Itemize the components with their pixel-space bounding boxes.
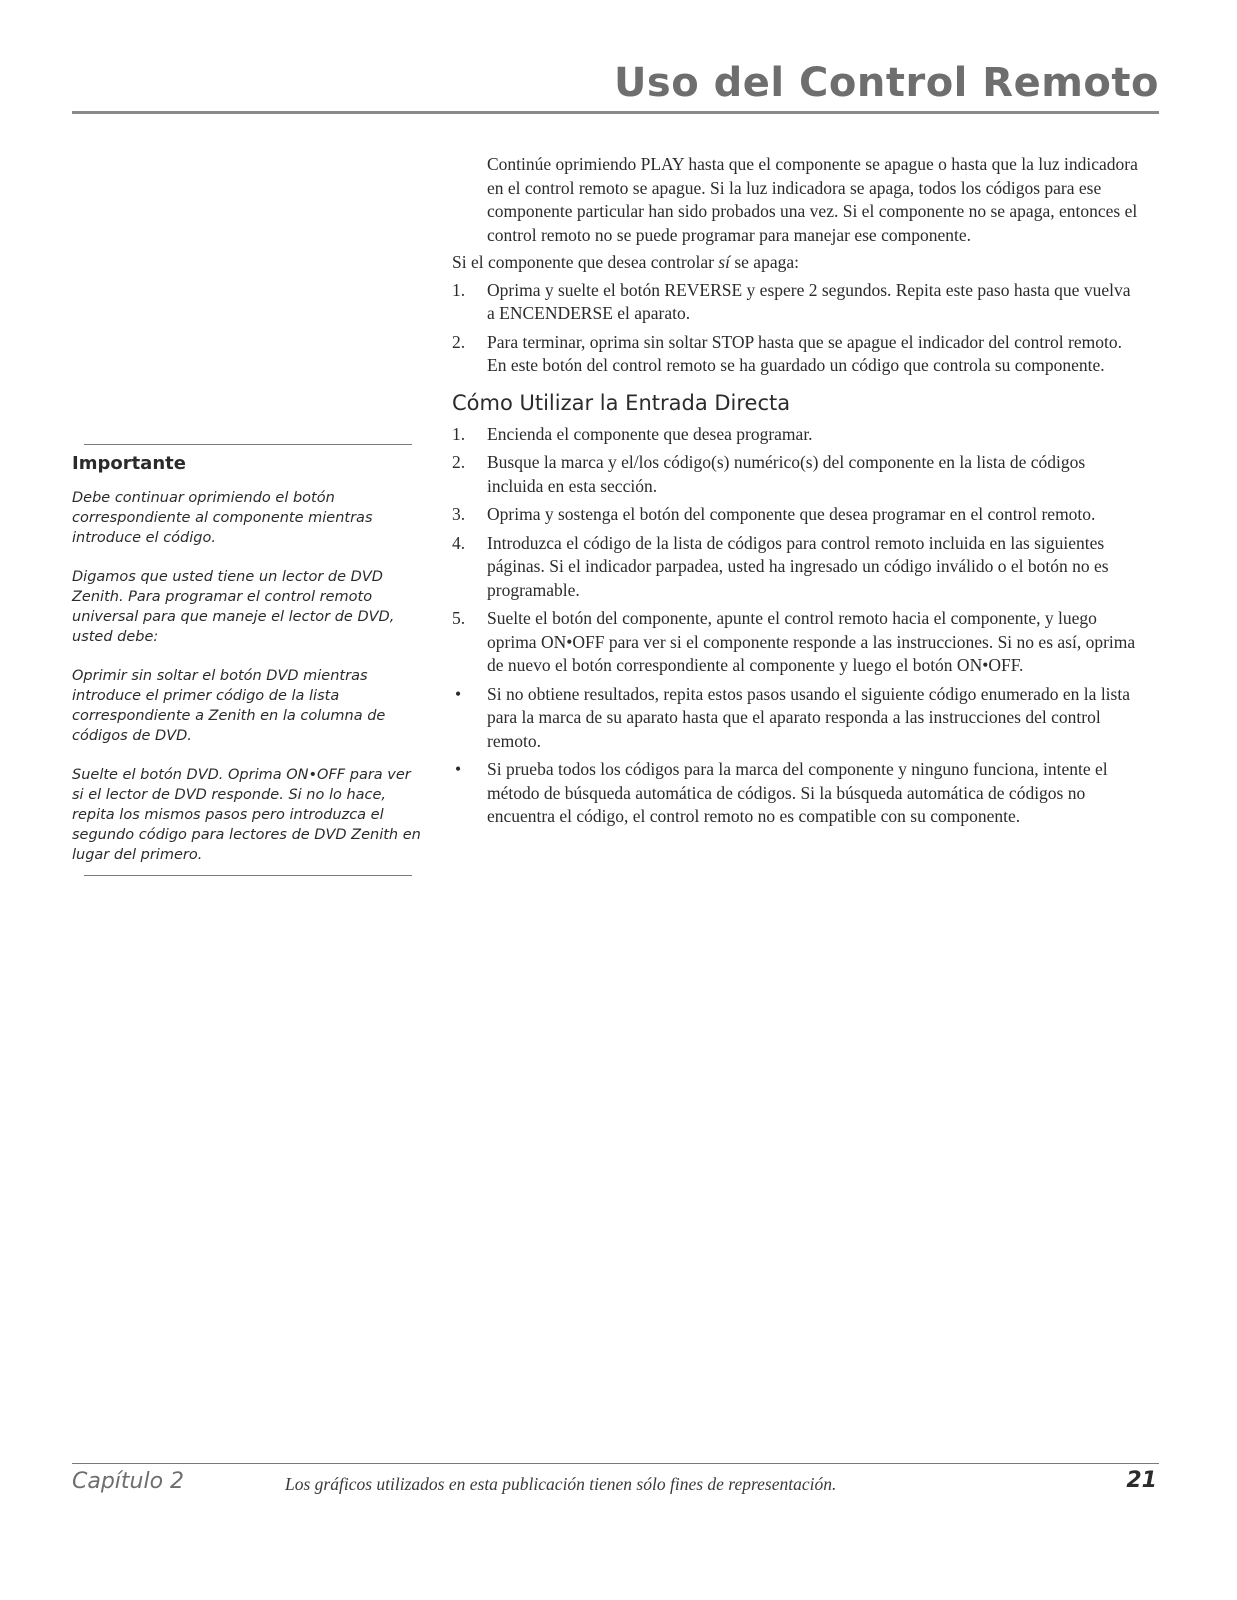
step-number: 4. [452,532,466,553]
step-text: Suelte el botón del componente, apunte el control remoto hacia el componente, y luego oprima ON•OFF para ver si el componente responde a las instrucciones. Si no es así, oprima de nuevo el botón correspondiente al componente y luego el botón ON•OFF. [487,608,1136,675]
step-text: Oprima y suelte el botón REVERSE y espere 2 segundos. Repita este paso hasta que vuelva a ENCENDERSE el aparato. [487,279,1131,323]
sidebar-top-rule [84,444,412,445]
list-item [452,503,1142,527]
main-column [452,153,1142,834]
list-item [452,331,1142,378]
sidebar-paragraph: Oprimir sin soltar el botón DVD mientras introduce el primer código de la lista correspondiente a Zenith en la columna de códigos de DVD. [72,668,386,744]
sidebar-paragraph: Digamos que usted tiene un lector de DVD Zenith. Para programar el control remoto universal para que maneje el lector de DVD, usted debe: [72,569,395,645]
bullet-text: Si prueba todos los códigos para la marca del componente y ninguno funciona, intente el método de búsqueda automática de códigos. Si la búsqueda automática de códigos no encuentra el código, el control remoto no es compatible con su componente. [487,759,1108,826]
list-item [452,451,1142,498]
list-item [452,758,1142,829]
page-number: 21 [1126,1468,1157,1493]
if-line [452,251,1142,275]
step-number: 2. [452,452,466,472]
if-line-after: se apaga: [729,252,799,272]
bullet-icon: • [455,759,462,779]
footer-chapter: Capítulo 2 [72,1469,185,1494]
title-rule [72,111,1159,114]
sidebar-paragraph: Debe continuar oprimiendo el botón correspondiente al componente mientras introduce el código. [72,490,373,546]
footer-note: Los gráficos utilizados en esta publicación tienen sólo fines de representación. [285,1474,837,1494]
sidebar-paragraph: Suelte el botón DVD. Oprima ON•OFF para ver si el lector de DVD responde. Si no lo hace, repita los mismos pasos pero introduzca el segundo código para lectores de DVD Zenith en lugar del primero. [72,767,421,863]
step-text: Para terminar, oprima sin soltar STOP hasta que se apague el indicador del control remoto. En este botón del control remoto se ha guardado un código que controla su componente. [487,331,1122,375]
step-text: Oprima y sostenga el botón del componente que desea programar en el control remoto. [487,504,1096,524]
step-number: 5. [452,608,466,628]
sidebar-heading: Importante [72,453,186,474]
bullet-text: Si no obtiene resultados, repita estos pasos usando el siguiente código enumerado en la lista para la marca de su aparato hasta que el aparato responda a las instrucciones del control remoto. [487,683,1130,751]
list-item [452,683,1142,754]
if-line-before: Si el componente que desea controlar [452,252,719,272]
step-number: 2. [452,331,466,352]
step-text: Busque la marca y el/los código(s) numérico(s) del componente en la lista de códigos incluida en esta sección. [487,452,1086,496]
important-sidebar [72,444,422,876]
direct-steps-list [452,423,1142,829]
step-number: 3. [452,504,466,524]
if-steps-list [452,279,1142,378]
step-text: Encienda el componente que desea programar. [487,423,813,444]
bullet-icon: • [455,683,462,704]
list-item [452,532,1142,603]
list-item [452,607,1142,678]
if-line-emphasis: sí [718,252,730,272]
page-title: Uso del Control Remoto [613,60,1159,106]
footer-rule [72,1463,1159,1464]
continuation-paragraph: Continúe oprimiendo PLAY hasta que el componente se apague o hasta que la luz indicadora en el control remoto se apague. Si la luz indicadora se apaga, todos los códigos para ese componente particular han sido probados una vez. Si el componente no se apaga, entonces el control remoto no se puede programar para manejar ese componente. [487,154,1138,245]
list-item [452,279,1142,326]
list-item [452,423,1142,447]
section-heading: Cómo Utilizar la Entrada Directa [452,390,791,415]
step-text: Introduzca el código de la lista de códigos para control remoto incluida en las siguientes páginas. Si el indicador parpadea, usted ha ingresado un código inválido o el botón no es programable. [487,532,1109,600]
step-number: 1. [452,423,466,444]
step-number: 1. [452,279,466,300]
sidebar-bottom-rule [84,875,412,876]
